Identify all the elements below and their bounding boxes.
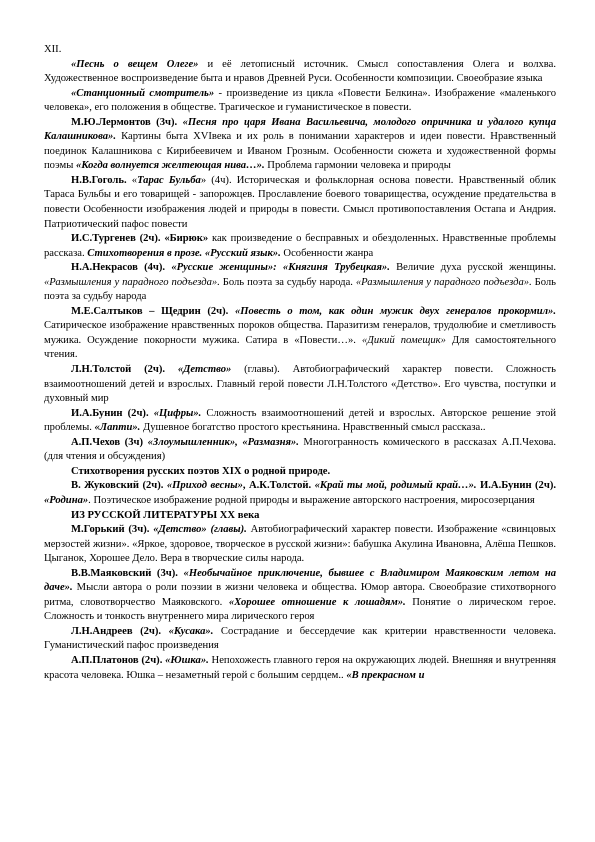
text-run: «В прекрасном и <box>346 669 425 681</box>
text-run: И.А.Бунин (2ч). <box>71 407 154 419</box>
text-run: А.П.Платонов (2ч). <box>71 654 166 666</box>
text-run: И.А.Бунин (2ч). <box>476 480 556 492</box>
text-run: В.В.Маяковский (3ч). <box>71 567 184 579</box>
paragraph <box>44 479 556 508</box>
text-run: Сложность взаимоотношений детей и взрослых. Авторское решение этой проблемы. <box>44 407 556 434</box>
text-run: Многогранность комического в рассказах А.П.Чехова. (для чтения и обсуждения) <box>44 436 556 463</box>
text-run: Душевное богатство простого крестьянина. Нравственный смысл рассказа.. <box>140 422 486 434</box>
text-run: Картины быта XVIвека и их роль в понимании характеров и идеи повести. Нравственный поединок Калашникова с Кирибеевичем и Иваном Грозным. Особенности сюжета и художественной формы поэмы <box>44 131 556 172</box>
text-run: «Когда волнуется желтеющая нива…». <box>76 160 265 172</box>
text-run: «Родина» <box>44 494 89 506</box>
text-run: «Цифры». <box>153 407 202 419</box>
text-run: «Размышления у парадного подъезда». <box>355 276 532 288</box>
paragraph <box>44 261 556 305</box>
paragraph-list <box>44 58 556 684</box>
paragraph <box>44 58 556 87</box>
text-run: «Злоумышленник», «Размазня». <box>147 436 299 448</box>
paragraph <box>44 654 556 683</box>
text-run: Тарас Бульба <box>137 174 201 186</box>
text-run: Боль поэта за судьбу народа <box>44 276 557 303</box>
text-run: «Кусака». <box>168 625 214 637</box>
text-run: «Русские женщины»: «Княгиня Трубецкая». <box>171 262 390 274</box>
text-run: Проблема гармонии человека и природы <box>264 160 451 172</box>
text-run: «Размышления у парадного подъезда». <box>44 276 220 288</box>
text-run: Л.Н.Андреев (2ч). <box>71 625 169 637</box>
paragraph <box>44 523 556 567</box>
text-run: Понятие о лирическом герое. Сложность и тонкость внутреннего мира лирического героя <box>44 596 556 623</box>
text-run: «Дикий помещик» <box>361 334 446 346</box>
text-run: Н.А.Некрасов (4ч). <box>71 262 172 274</box>
text-run: «Песня про царя Ивана Васильевича, молодого опричника и удалого купца Калашникова». <box>44 116 556 143</box>
text-run: «Повесть о том, как один мужик двух генералов прокормил». <box>234 305 556 317</box>
text-run: А.П.Чехов (3ч) <box>71 436 148 448</box>
text-run: «Станционный смотритель» <box>71 87 215 99</box>
text-run: (главы). Автобиографический характер повести. Сложность взаимоотношений детей и взрослых. Главный герой повести Л.Н.Толстого «Детство». Его чувства, поступки и духовный мир <box>44 364 556 405</box>
paragraph <box>44 305 556 363</box>
text-run: И.С.Тургенев (2ч). «Бирюк» <box>71 233 209 245</box>
text-run: Величие духа русской женщины. <box>389 262 556 274</box>
text-run: Стихотворения русских поэтов XIX о родной природе. <box>71 465 331 477</box>
paragraph <box>44 174 556 232</box>
text-run: «Необычайное приключение, бывшее с Владимиром Маяковским летом на даче». <box>44 567 557 594</box>
text-run: «Юшка». <box>165 654 209 666</box>
paragraph <box>44 436 556 465</box>
text-run: «Край ты мой, родимый край…». <box>314 480 477 492</box>
text-run: ИЗ РУССКОЙ ЛИТЕРАТУРЫ XX века <box>71 509 260 521</box>
text-run: Стихотворения в прозе. «Русский язык». <box>87 247 281 259</box>
text-run: Боль поэта за судьбу народа. <box>219 276 356 288</box>
text-run <box>228 306 235 317</box>
text-run: В. Жуковский (2ч). <box>71 480 167 492</box>
text-run: Сострадание и бессердечие как критерии нравственности человека. Гуманистический пафос произведения <box>44 625 556 652</box>
text-run: «Лапти». <box>94 422 141 434</box>
paragraph <box>44 465 556 480</box>
paragraph <box>44 625 556 654</box>
text-run: Сатирическое изображение нравственных пороков общества. Паразитизм генералов, трудолюбие и сметливость мужика. Осуждение покорности мужика. Сатира в «Повести…». <box>44 320 556 346</box>
text-run: » (4ч). Историческая и фольклорная основа повести. Нравственный облик Тараса Бульбы и его товарищей - запорожцев. Прославление боевого товарищества, осуждение предательства в повести Особенности изображения людей и природы в повести. Смысл противопоставления Остапа и Андрия. Патриотический пафос повести <box>44 174 556 230</box>
text-run: - произведение из цикла «Повести Белкина». Изображение «маленького человека», его положения в обществе. Трагическое и гуманистическое в повести. <box>44 87 556 114</box>
text-run: «Детство» (главы). <box>153 524 247 536</box>
paragraph <box>44 567 556 625</box>
text-run: Непохожесть главного героя на окружающих людей. Внешняя и внутренняя красота человека. Юшка – незаметный герой с большим сердцем.. <box>44 654 556 681</box>
text-run: Автобиографический характер повести. Изображение «свинцовых мерзостей жизни». «Яркое, здоровое, творческое в русской жизни»: бабушка Акулина Ивановна, Алёша Пешков. Цыганок, Хорошее Дело. Вера в творческие силы народа. <box>44 524 556 565</box>
text-run: Мысли автора о роли поэзии в жизни человека и общества. Юмор автора. Своеобразие стихотворного ритма, словотворчество Маяковского. <box>44 582 556 608</box>
paragraph <box>44 509 556 524</box>
text-run: М.Горький (3ч). <box>71 524 154 536</box>
text-run: Л.Н.Толстой (2ч). <box>71 364 178 376</box>
text-run: «Песнь о вещем Олеге» <box>71 58 199 70</box>
text-run: Особенности жанра <box>280 247 374 259</box>
text-run: М.Ю.Лермонтов (3ч). <box>71 116 183 128</box>
text-run: , А.К.Толстой. <box>242 480 315 492</box>
paragraph <box>44 407 556 436</box>
text-run: . Поэтическое изображение родной природы и выражение авторского настроения, миросозерцания <box>88 494 535 506</box>
paragraph <box>44 87 556 116</box>
text-run: М.Е.Салтыков – Щедрин (2ч). <box>71 305 229 317</box>
text-run: « <box>126 174 138 186</box>
section-number: XII. <box>44 44 62 55</box>
text-run: «Детство» <box>177 364 232 376</box>
paragraph <box>44 232 556 261</box>
text-run: Н.В.Гоголь. <box>71 174 127 186</box>
text-run: и её летописный источник. Смысл сопоставления Олега и волхва. Художественное воспроизведение быта и нравов Древней Руси. Особенности композиции. Своеобразие языка <box>44 58 556 85</box>
text-run: «Хорошее отношение к лошадям». <box>228 596 406 608</box>
text-run: «Приход весны» <box>166 480 243 492</box>
paragraph <box>44 363 556 407</box>
document-page <box>44 43 556 683</box>
text-run: Для самостоятельного чтения. <box>44 334 557 361</box>
paragraph <box>44 116 556 174</box>
text-run: как произведение о бесправных и обездоленных. Нравственные проблемы рассказа. <box>44 233 556 259</box>
